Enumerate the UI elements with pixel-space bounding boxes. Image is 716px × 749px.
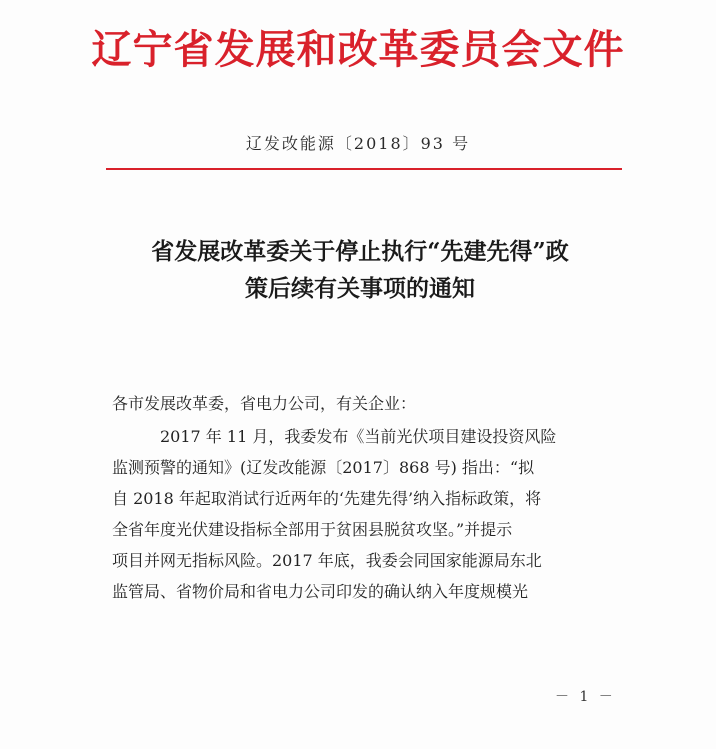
title-line-2: 策后续有关事项的通知	[245, 275, 475, 302]
issuer-header: 辽宁省发展和改革委员会文件	[91, 26, 625, 73]
paragraph-line: 项目并网无指标风险。2017 年底，我委会同国家能源局东北	[112, 551, 542, 570]
salutation: 各市发展改革委，省电力公司，有关企业：	[112, 394, 417, 413]
document-number: 辽发改能源〔2018〕93 号	[245, 134, 471, 153]
paragraph-line: 2017 年 11 月，我委发布《当前光伏项目建设投资风险	[160, 427, 557, 446]
document-title	[110, 233, 610, 307]
page-number: － 1 －	[555, 689, 616, 705]
paragraph-line: 监测预警的通知》(辽发改能源〔2017〕868 号) 指出：“拟	[112, 458, 535, 477]
paragraph-line: 自 2018 年起取消试行近两年的‘先建先得’纳入指标政策，将	[112, 489, 542, 508]
paragraph-line: 全省年度光伏建设指标全部用于贫困县脱贫攻坚。”并提示	[112, 520, 513, 539]
red-divider-line	[106, 168, 622, 170]
paragraph-line: 监管局、省物价局和省电力公司印发的确认纳入年度规模光	[112, 582, 529, 601]
document-body	[112, 388, 612, 607]
title-line-1: 省发展改革委关于停止执行“先建先得”政	[151, 238, 569, 265]
